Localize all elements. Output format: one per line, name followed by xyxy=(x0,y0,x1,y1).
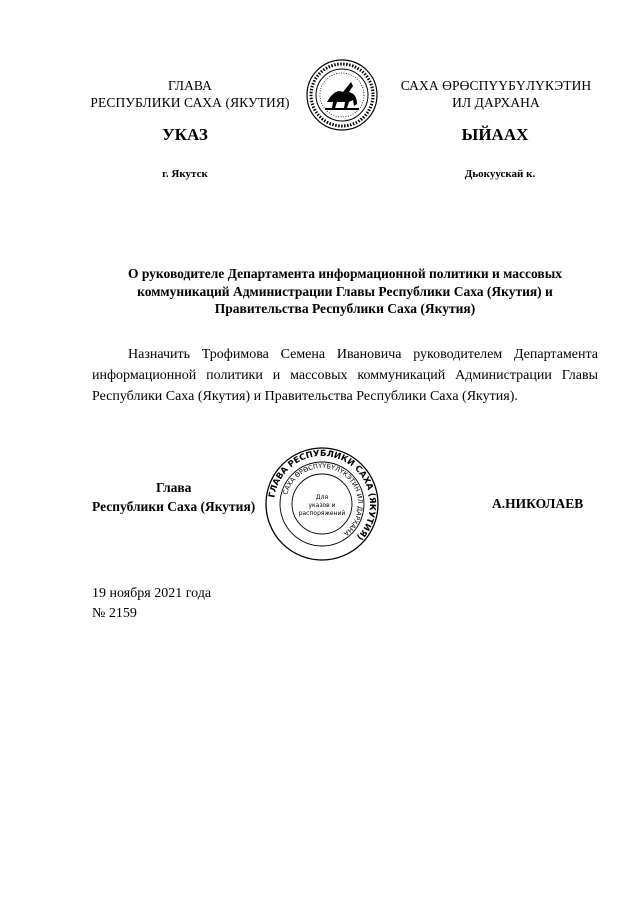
header-left xyxy=(80,77,300,111)
document-date: 19 ноября 2021 года xyxy=(92,586,212,601)
city-ru: г. Якутск xyxy=(162,168,208,180)
seal-center-line2: указов и xyxy=(308,502,336,509)
city-sah: Дьокуускай к. xyxy=(464,168,536,180)
header-right xyxy=(392,77,600,111)
seal-inner-text: САХА ӨРӨСПҮҮБҮЛҮКЭТИН ИЛ ДАРХАНА xyxy=(281,461,365,538)
ukaz-title-ru: УКАЗ xyxy=(162,125,208,144)
header-left-line2: РЕСПУБЛИКИ САХА (ЯКУТИЯ) xyxy=(90,95,290,110)
document-body: Назначить Трофимова Семена Ивановича руководителем Департамента информационной политики и массовых коммуникаций Администрации Главы Республики Саха (Якутия) и Правительства Республики Саха (Якутия). xyxy=(92,347,598,404)
document-number: № 2159 xyxy=(92,606,137,621)
coat-of-arms-emblem xyxy=(305,58,379,132)
seal-center-line1: Для xyxy=(315,494,329,501)
signature-label xyxy=(92,478,255,516)
seal-center-line3: распоряжений xyxy=(298,510,346,517)
header-right-line1: САХА ӨРӨСПҮҮБҮЛҮКЭТИН xyxy=(400,78,592,93)
official-seal-stamp xyxy=(263,445,381,563)
header-left-line1: ГЛАВА xyxy=(167,78,213,93)
seal-outer-text: ГЛАВА РЕСПУБЛИКИ САХА (ЯКУТИЯ) xyxy=(267,448,378,542)
header-right-line2: ИЛ ДАРХАНА xyxy=(452,95,540,110)
ukaz-title-sah: ЫЙААХ xyxy=(461,125,529,144)
signature-label-line2: Республики Саха (Якутия) xyxy=(92,499,256,514)
signature-label-line1: Глава xyxy=(156,480,192,495)
document-title: О руководителе Департамента информационной политики и массовых коммуникаций Администрации Главы Республики Саха (Якутия) и Правительства Республики Саха (Якутия) xyxy=(127,266,563,316)
signatory-name: А.НИКОЛАЕВ xyxy=(492,496,584,511)
document-date-number xyxy=(92,584,211,624)
